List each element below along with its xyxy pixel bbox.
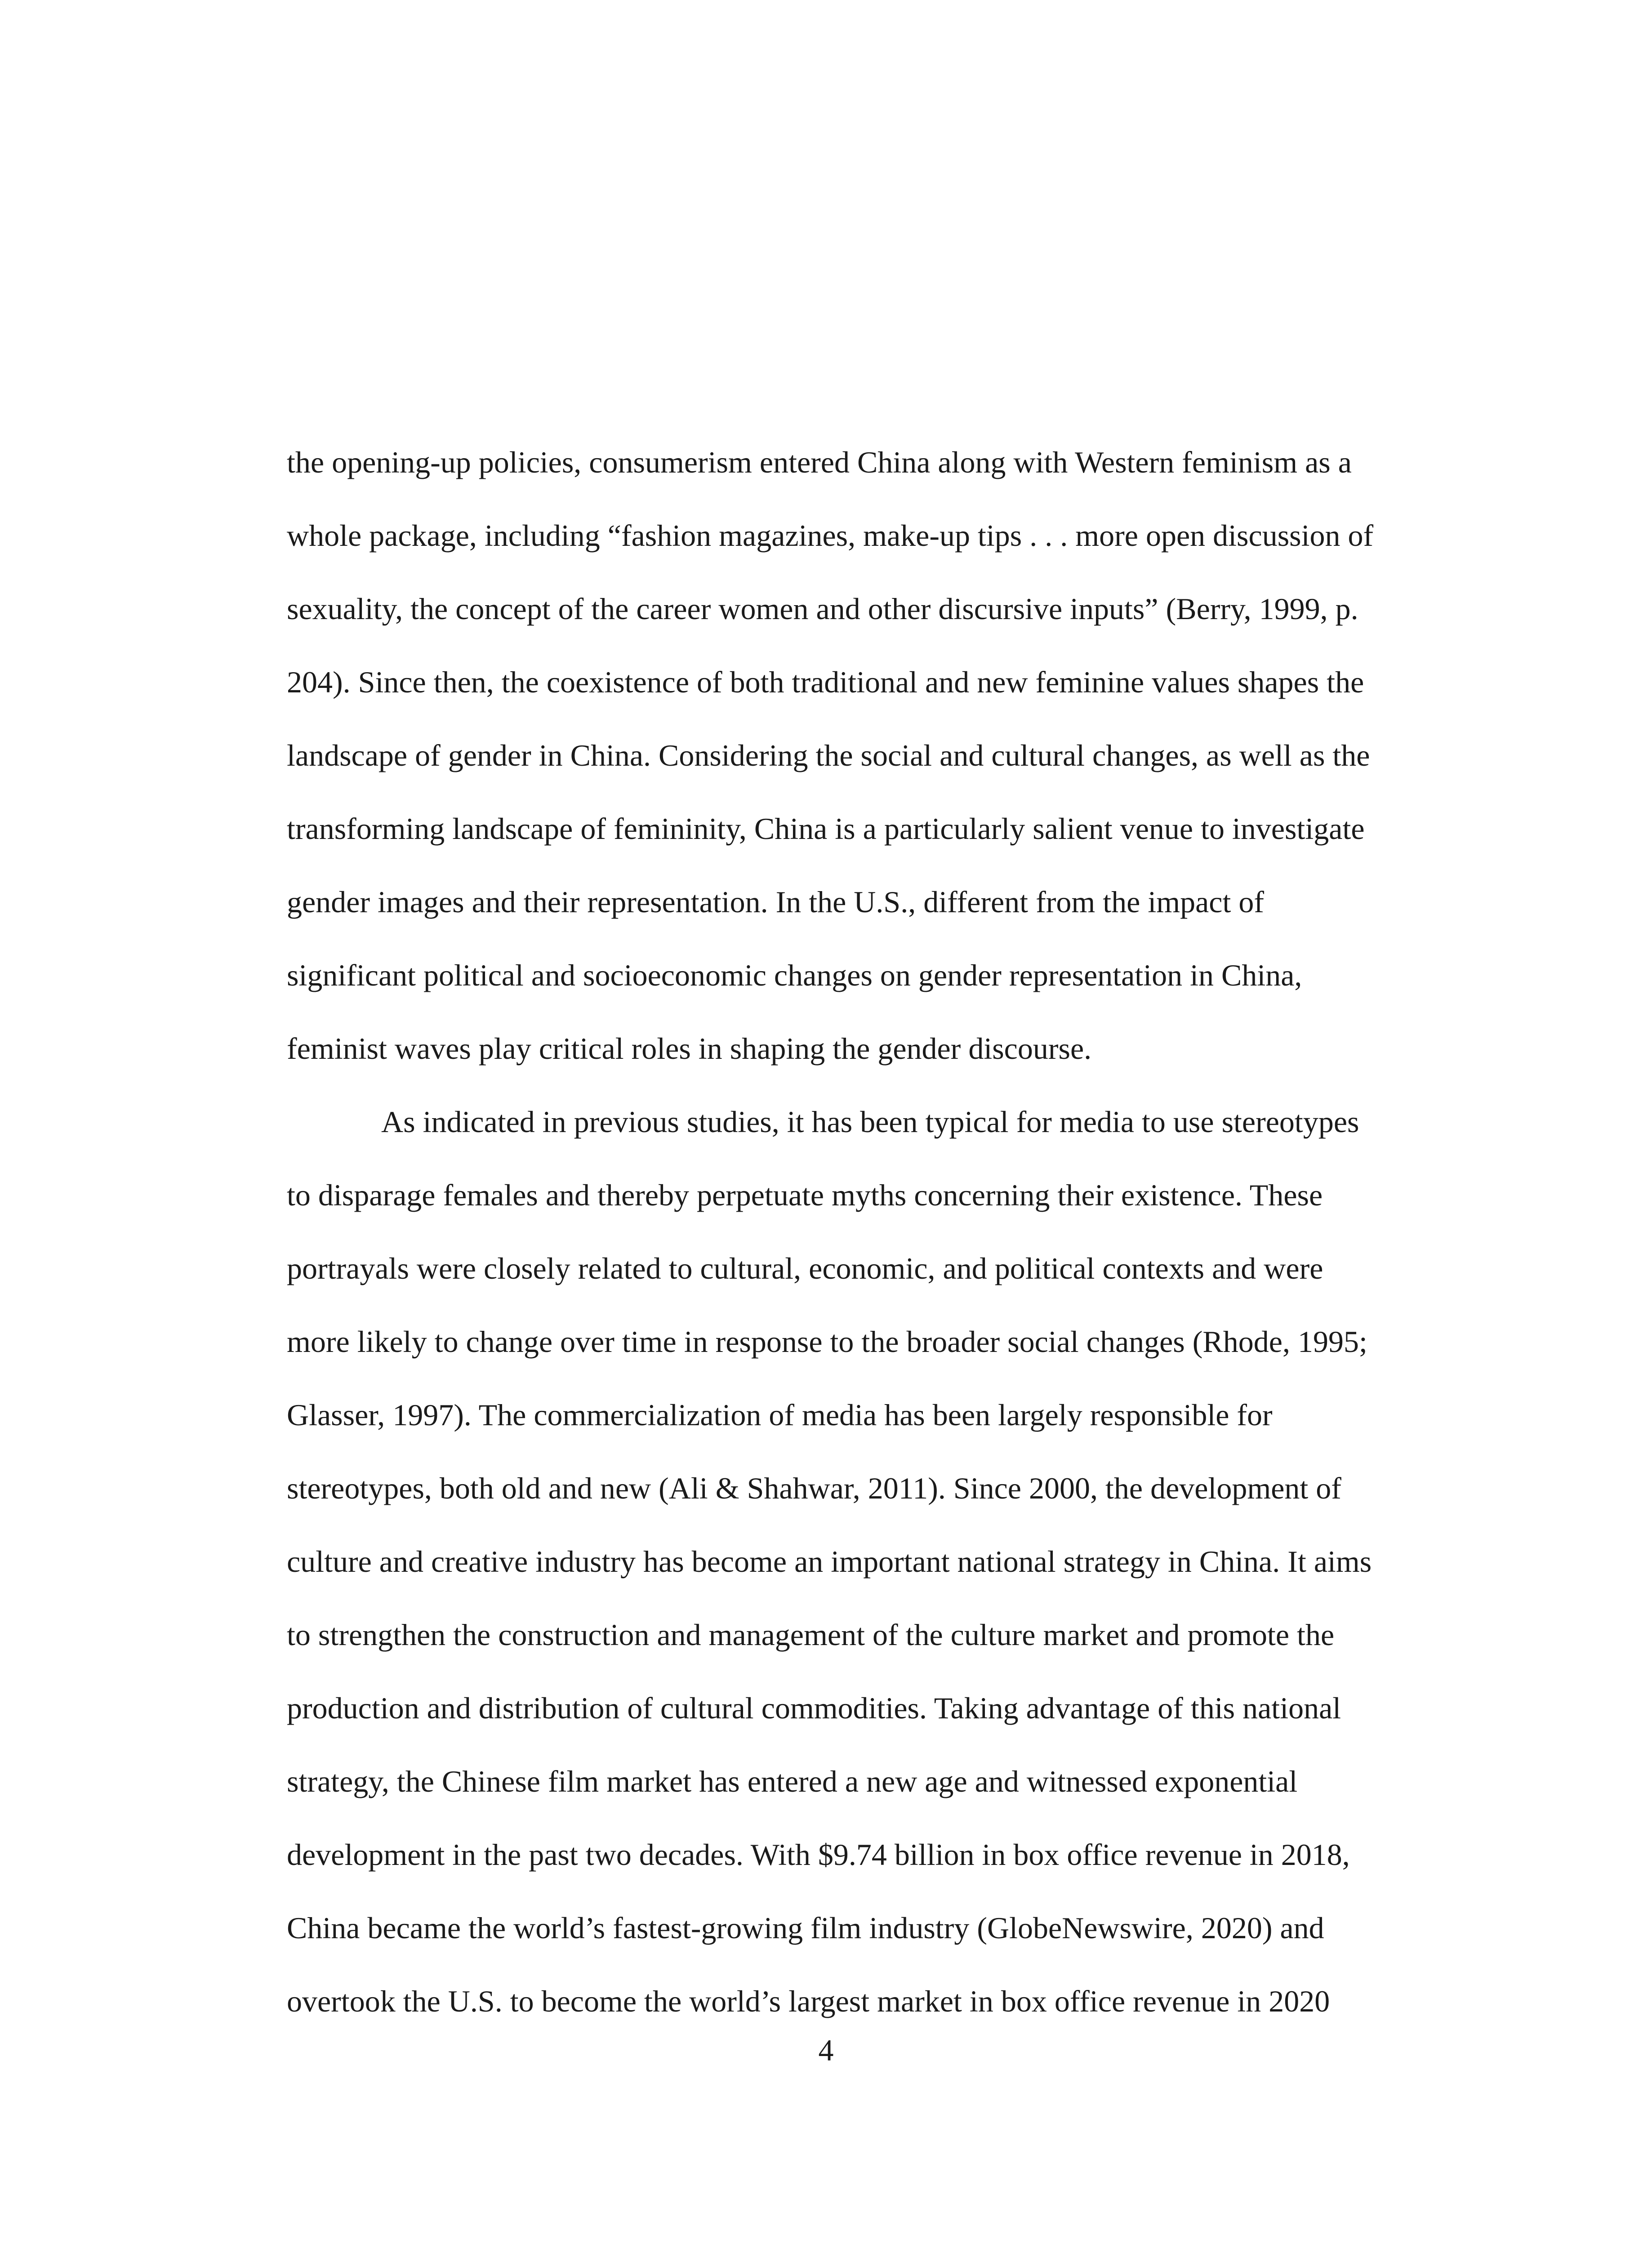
- paragraph-2-line-11: development in the past two decades. With $9.74 billion in box office revenue in 2018,: [287, 1838, 1350, 1872]
- paragraph-1-line-5: landscape of gender in China. Considering the social and cultural changes, as well as the: [287, 738, 1370, 772]
- paragraph-1-line-7: gender images and their representation. In the U.S., different from the impact of: [287, 885, 1265, 919]
- paragraph-2-line-13: overtook the U.S. to become the world’s largest market in box office revenue in 2020: [287, 1984, 1330, 2018]
- paragraph-2-line-1: As indicated in previous studies, it has been typical for media to use stereotypes: [381, 1105, 1359, 1139]
- paragraph-1-line-9: feminist waves play critical roles in shaping the gender discourse.: [287, 1031, 1092, 1066]
- paragraph-1-line-2: whole package, including “fashion magazines, make-up tips . . . more open discussion of: [287, 518, 1374, 553]
- paragraph-1-line-6: transforming landscape of femininity, China is a particularly salient venue to investigate: [287, 812, 1365, 846]
- paragraph-2-line-7: culture and creative industry has become an important national strategy in China. It aims: [287, 1544, 1372, 1579]
- page-number: 4: [818, 2033, 834, 2067]
- paragraph-2-line-9: production and distribution of cultural commodities. Taking advantage of this national: [287, 1691, 1341, 1725]
- paragraph-2-line-5: Glasser, 1997). The commercialization of media has been largely responsible for: [287, 1398, 1273, 1432]
- paragraph-2-line-10: strategy, the Chinese film market has entered a new age and witnessed exponential: [287, 1764, 1298, 1798]
- paragraph-1-line-8: significant political and socioeconomic changes on gender representation in China,: [287, 958, 1302, 992]
- paragraph-1-line-4: 204). Since then, the coexistence of both traditional and new feminine values shapes the: [287, 665, 1364, 699]
- paragraph-2-line-6: stereotypes, both old and new (Ali & Shahwar, 2011). Since 2000, the development of: [287, 1471, 1341, 1505]
- paragraph-2-line-3: portrayals were closely related to cultural, economic, and political contexts and were: [287, 1251, 1323, 1285]
- paragraph-1-line-1: the opening-up policies, consumerism entered China along with Western feminism as a: [287, 445, 1352, 479]
- paragraph-2-line-8: to strengthen the construction and management of the culture market and promote the: [287, 1618, 1335, 1652]
- paragraph-2-line-2: to disparage females and thereby perpetuate myths concerning their existence. These: [287, 1178, 1323, 1212]
- paragraph-1-line-3: sexuality, the concept of the career women and other discursive inputs” (Berry, 1999, p.: [287, 592, 1358, 626]
- paragraph-2-line-12: China became the world’s fastest-growing film industry (GlobeNewswire, 2020) and: [287, 1911, 1324, 1945]
- paragraph-2-line-4: more likely to change over time in response to the broader social changes (Rhode, 1995;: [287, 1325, 1367, 1359]
